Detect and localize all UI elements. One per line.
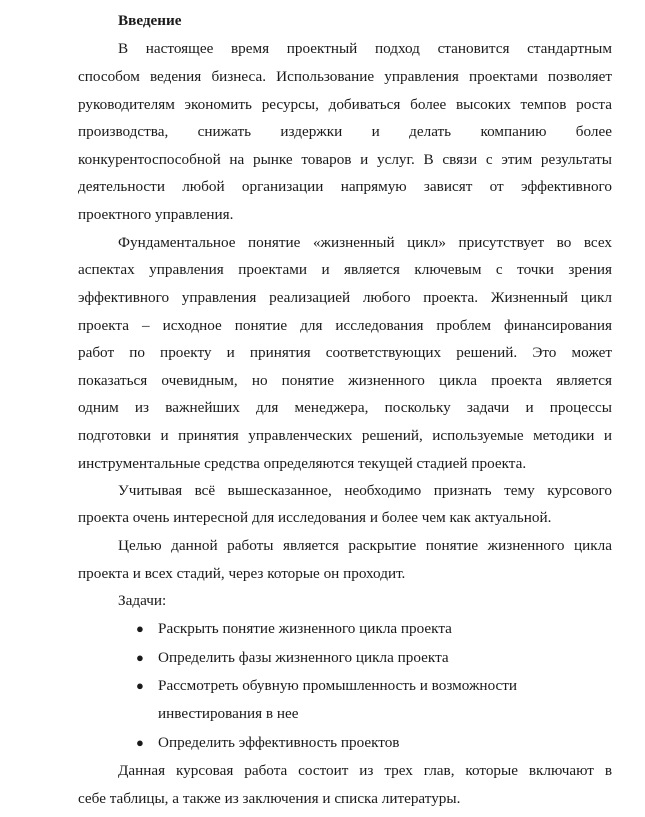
paragraph-5-line: Данная курсовая работа состоит из трех глав, которые включают в [118,762,612,779]
paragraph-3-line: проекта очень интересной для исследования и более чем как актуальной. [78,509,552,526]
paragraph-2-line: проекта – исходное понятие для исследования проблем финансирования [78,317,612,334]
paragraph-4-line: проекта и всех стадий, через которые он проходит. [78,565,406,582]
task-item: Определить фазы жизненного цикла проекта [158,649,449,666]
paragraph-2-line: эффективного управления реализацией любого проекта. Жизненный цикл [78,289,612,306]
paragraph-1-line: конкурентоспособной на рынке товаров и услуг. В связи с этим результаты [78,151,612,168]
task-item: Определить эффективность проектов [158,734,400,751]
bullet-icon: ● [136,678,144,693]
paragraph-1-line: деятельности любой организации напрямую зависят от эффективного [78,178,612,195]
section-heading: Введение [118,12,182,29]
paragraph-2-line: Фундаментальное понятие «жизненный цикл» присутствует во всех [118,234,612,251]
paragraph-2-line: аспектах управления проектами и является ключевым с точки зрения [78,261,612,278]
paragraph-2-line: подготовки и принятия управленческих решений, используемые методики и [78,427,612,444]
task-item: Рассмотреть обувную промышленность и возможности [158,677,518,694]
task-item-continuation: инвестирования в нее [158,705,299,722]
bullet-icon: ● [136,650,144,665]
paragraph-2-line: показаться очевидным, но понятие жизненного цикла проекта является [78,372,612,389]
paragraph-1-line: руководителям экономить ресурсы, добиваться более высоких темпов роста [78,96,612,113]
paragraph-3-line: Учитывая всё вышесказанное, необходимо признать тему курсового [118,482,612,499]
paragraph-1-line: производства, снижать издержки и делать компанию более [78,123,612,140]
paragraph-2-line: работ по проекту и принятия соответствующих решений. Это может [78,344,612,361]
paragraph-1-line: В настоящее время проектный подход становится стандартным [118,40,612,57]
bullet-icon: ● [136,621,144,636]
bullet-icon: ● [136,735,144,750]
task-item: Раскрыть понятие жизненного цикла проекта [158,620,452,637]
tasks-label: Задачи: [118,592,167,609]
paragraph-1-line: способом ведения бизнеса. Использование управления проектами позволяет [78,68,612,85]
paragraph-5-line: себе таблицы, а также из заключения и списка литературы. [78,790,461,807]
paragraph-2-line: инструментальные средства определяются текущей стадией проекта. [78,455,527,472]
paragraph-1-line: проектного управления. [78,206,234,223]
paragraph-4-line: Целью данной работы является раскрытие понятие жизненного цикла [118,537,612,554]
paragraph-2-line: одним из важнейших для менеджера, поскольку задачи и процессы [78,399,612,416]
